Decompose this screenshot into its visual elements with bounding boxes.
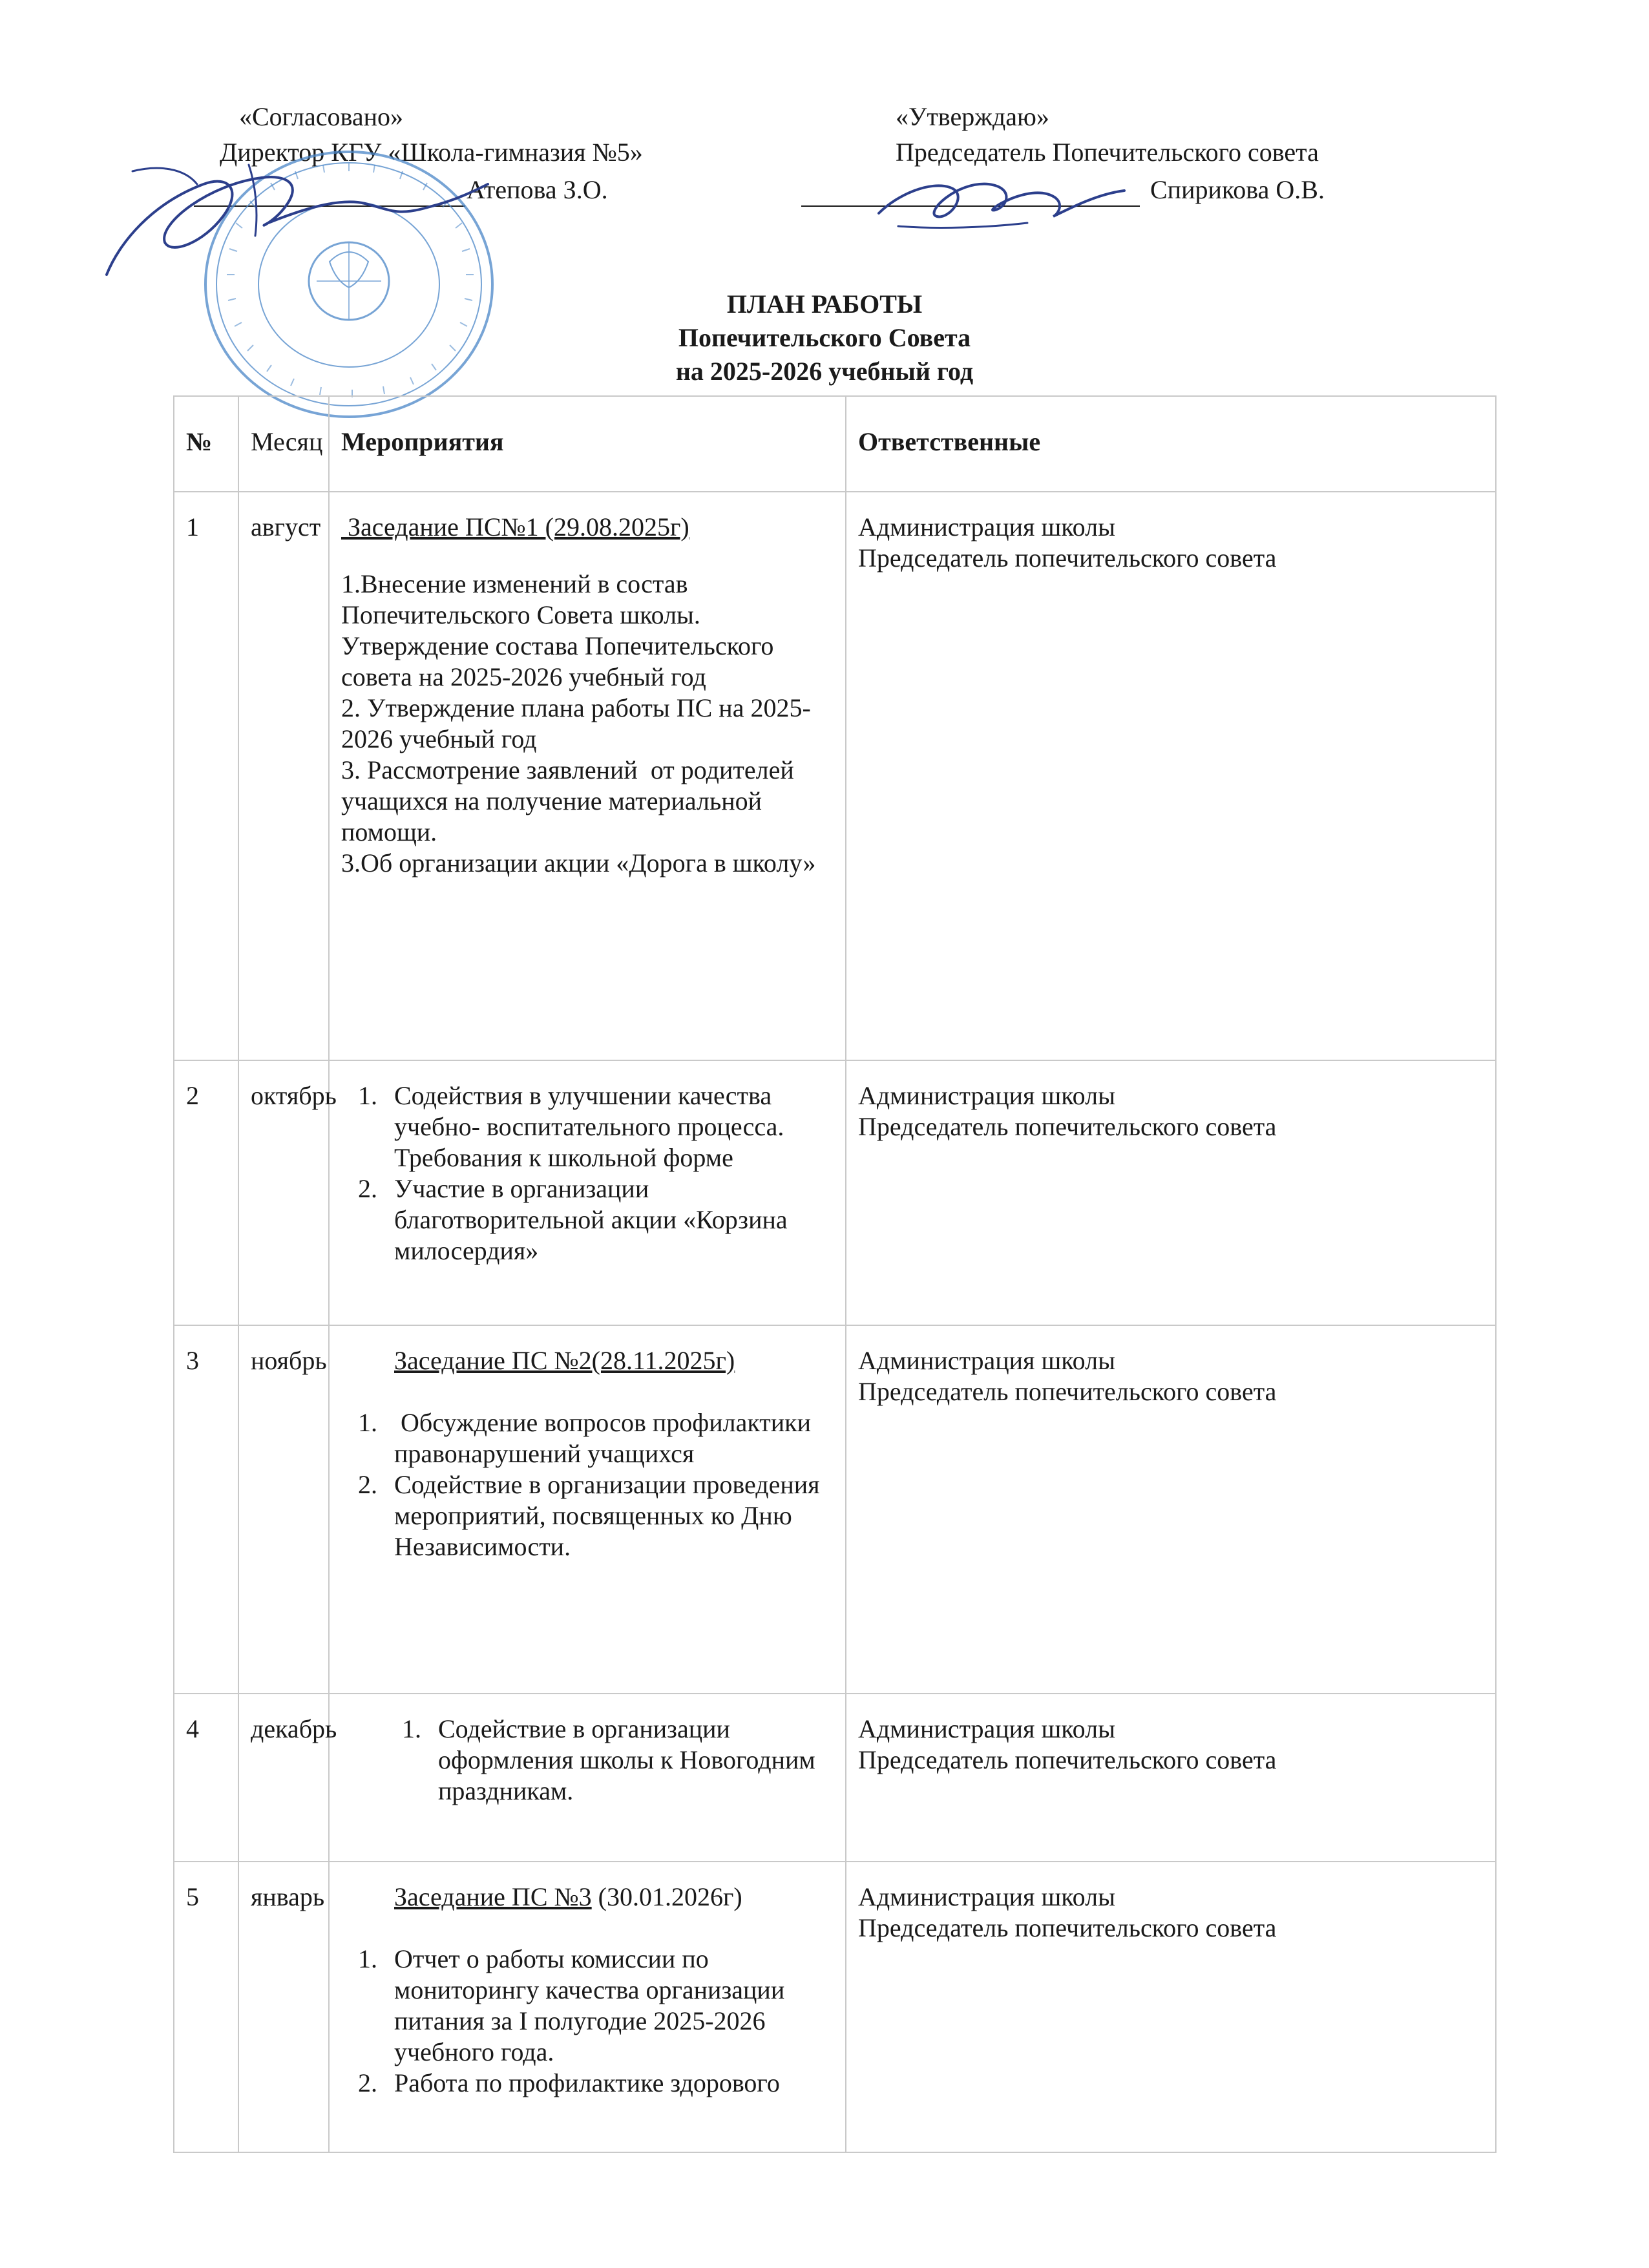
table-row xyxy=(174,1862,1496,2152)
event-item: 1.Внесение изменений в состав Попечительского Совета школы. xyxy=(341,569,700,629)
event-item: 2. Утверждение плана работы ПС на 2025-2026 учебный год xyxy=(341,693,811,753)
row-responsible xyxy=(846,1694,1496,1862)
row-responsible xyxy=(846,1060,1496,1325)
row-month: декабрь xyxy=(238,1694,329,1862)
row-number: 2 xyxy=(174,1060,238,1325)
header-responsible: Ответственные xyxy=(846,396,1496,492)
row-responsible xyxy=(846,1325,1496,1694)
row-events xyxy=(329,1060,846,1325)
meeting-title: Заседание ПС №2(28.11.2025г) xyxy=(394,1346,735,1375)
row-responsible xyxy=(846,492,1496,1060)
responsible-chairman: Председатель попечительского совета xyxy=(858,1112,1277,1141)
row-month: январь xyxy=(238,1862,329,2152)
approval-left-position: Директор КГУ «Школа-гимназия №5» xyxy=(220,138,643,167)
header-month: Месяц xyxy=(238,396,329,492)
responsible-admin: Администрация школы xyxy=(858,1081,1115,1110)
meeting-title: Заседание ПС№1 (29.08.2025г) xyxy=(341,512,689,541)
responsible-admin: Администрация школы xyxy=(858,1714,1115,1743)
responsible-admin: Администрация школы xyxy=(858,1882,1115,1911)
row-number: 5 xyxy=(174,1862,238,2152)
event-item: 1. Содействия в улучшении качества учебно- воспитательного процесса. Требования к школьной форме xyxy=(358,1081,784,1172)
approval-left-heading: «Согласовано» xyxy=(239,102,404,131)
row-events xyxy=(329,1325,846,1694)
table-row xyxy=(174,1060,1496,1325)
plan-year: на 2025-2026 учебный год xyxy=(675,357,974,386)
table-row xyxy=(174,492,1496,1060)
approval-right-position: Председатель Попечительского совета xyxy=(896,138,1319,167)
row-month: ноябрь xyxy=(238,1325,329,1694)
plan-subtitle: Попечительского Совета xyxy=(678,323,971,352)
row-number: 1 xyxy=(174,492,238,1060)
header-number: № xyxy=(174,396,238,492)
row-events xyxy=(329,1694,846,1862)
director-signature xyxy=(94,145,494,288)
event-item: Утверждение состава Попечительского совета на 2025-2026 учебный год xyxy=(341,631,774,691)
header-events: Мероприятия xyxy=(329,396,846,492)
event-item: 2. Содействие в организации проведения xyxy=(358,1470,820,1499)
responsible-admin: Администрация школы xyxy=(858,512,1115,541)
responsible-admin: Администрация школы xyxy=(858,1346,1115,1375)
event-item: 2. Работа по профилактике здорового xyxy=(358,2068,780,2097)
responsible-chairman: Председатель попечительского совета xyxy=(858,543,1277,572)
event-item: 1. Обсуждение вопросов профилактики правонарушений учащихся xyxy=(358,1408,817,1468)
event-item: 2. Участие в организации благотворительной акции «Корзина милосердия» xyxy=(358,1174,788,1265)
event-item: 1. Содействие в организации оформления школы к Новогодним праздникам. xyxy=(402,1714,815,1805)
row-events xyxy=(329,1862,846,2152)
event-item: мероприятий, посвященных ко Дню Независимости. xyxy=(394,1501,792,1561)
plan-table xyxy=(173,395,1497,2153)
responsible-chairman: Председатель попечительского совета xyxy=(858,1745,1277,1774)
event-item: 1. Отчет о работы комиссии по мониторингу качества организации питания за I полугодие 2025-2026 учебного года. xyxy=(358,1944,785,2066)
table-row xyxy=(174,1325,1496,1694)
row-month: октябрь xyxy=(238,1060,329,1325)
row-events xyxy=(329,492,846,1060)
event-item: 3. Рассмотрение заявлений от родителей учащихся на получение материальной помощи. xyxy=(341,755,801,846)
approval-right-name: Спирикова О.В. xyxy=(1150,175,1325,204)
responsible-chairman: Председатель попечительского совета xyxy=(858,1913,1277,1942)
event-item: 3.Об организации акции «Дорога в школу» xyxy=(341,848,816,877)
plan-title: ПЛАН РАБОТЫ xyxy=(726,289,923,319)
chairman-signature xyxy=(859,155,1137,239)
row-number: 3 xyxy=(174,1325,238,1694)
responsible-chairman: Председатель попечительского совета xyxy=(858,1377,1277,1406)
meeting-title: Заседание ПС №3 (30.01.2026г) xyxy=(394,1882,742,1911)
row-responsible xyxy=(846,1862,1496,2152)
row-month: август xyxy=(238,492,329,1060)
approval-left-name: Атепова З.О. xyxy=(467,175,608,204)
table-row xyxy=(174,1694,1496,1862)
approval-right-heading: «Утверждаю» xyxy=(896,102,1049,131)
row-number: 4 xyxy=(174,1694,238,1862)
table-header-row xyxy=(174,396,1496,492)
